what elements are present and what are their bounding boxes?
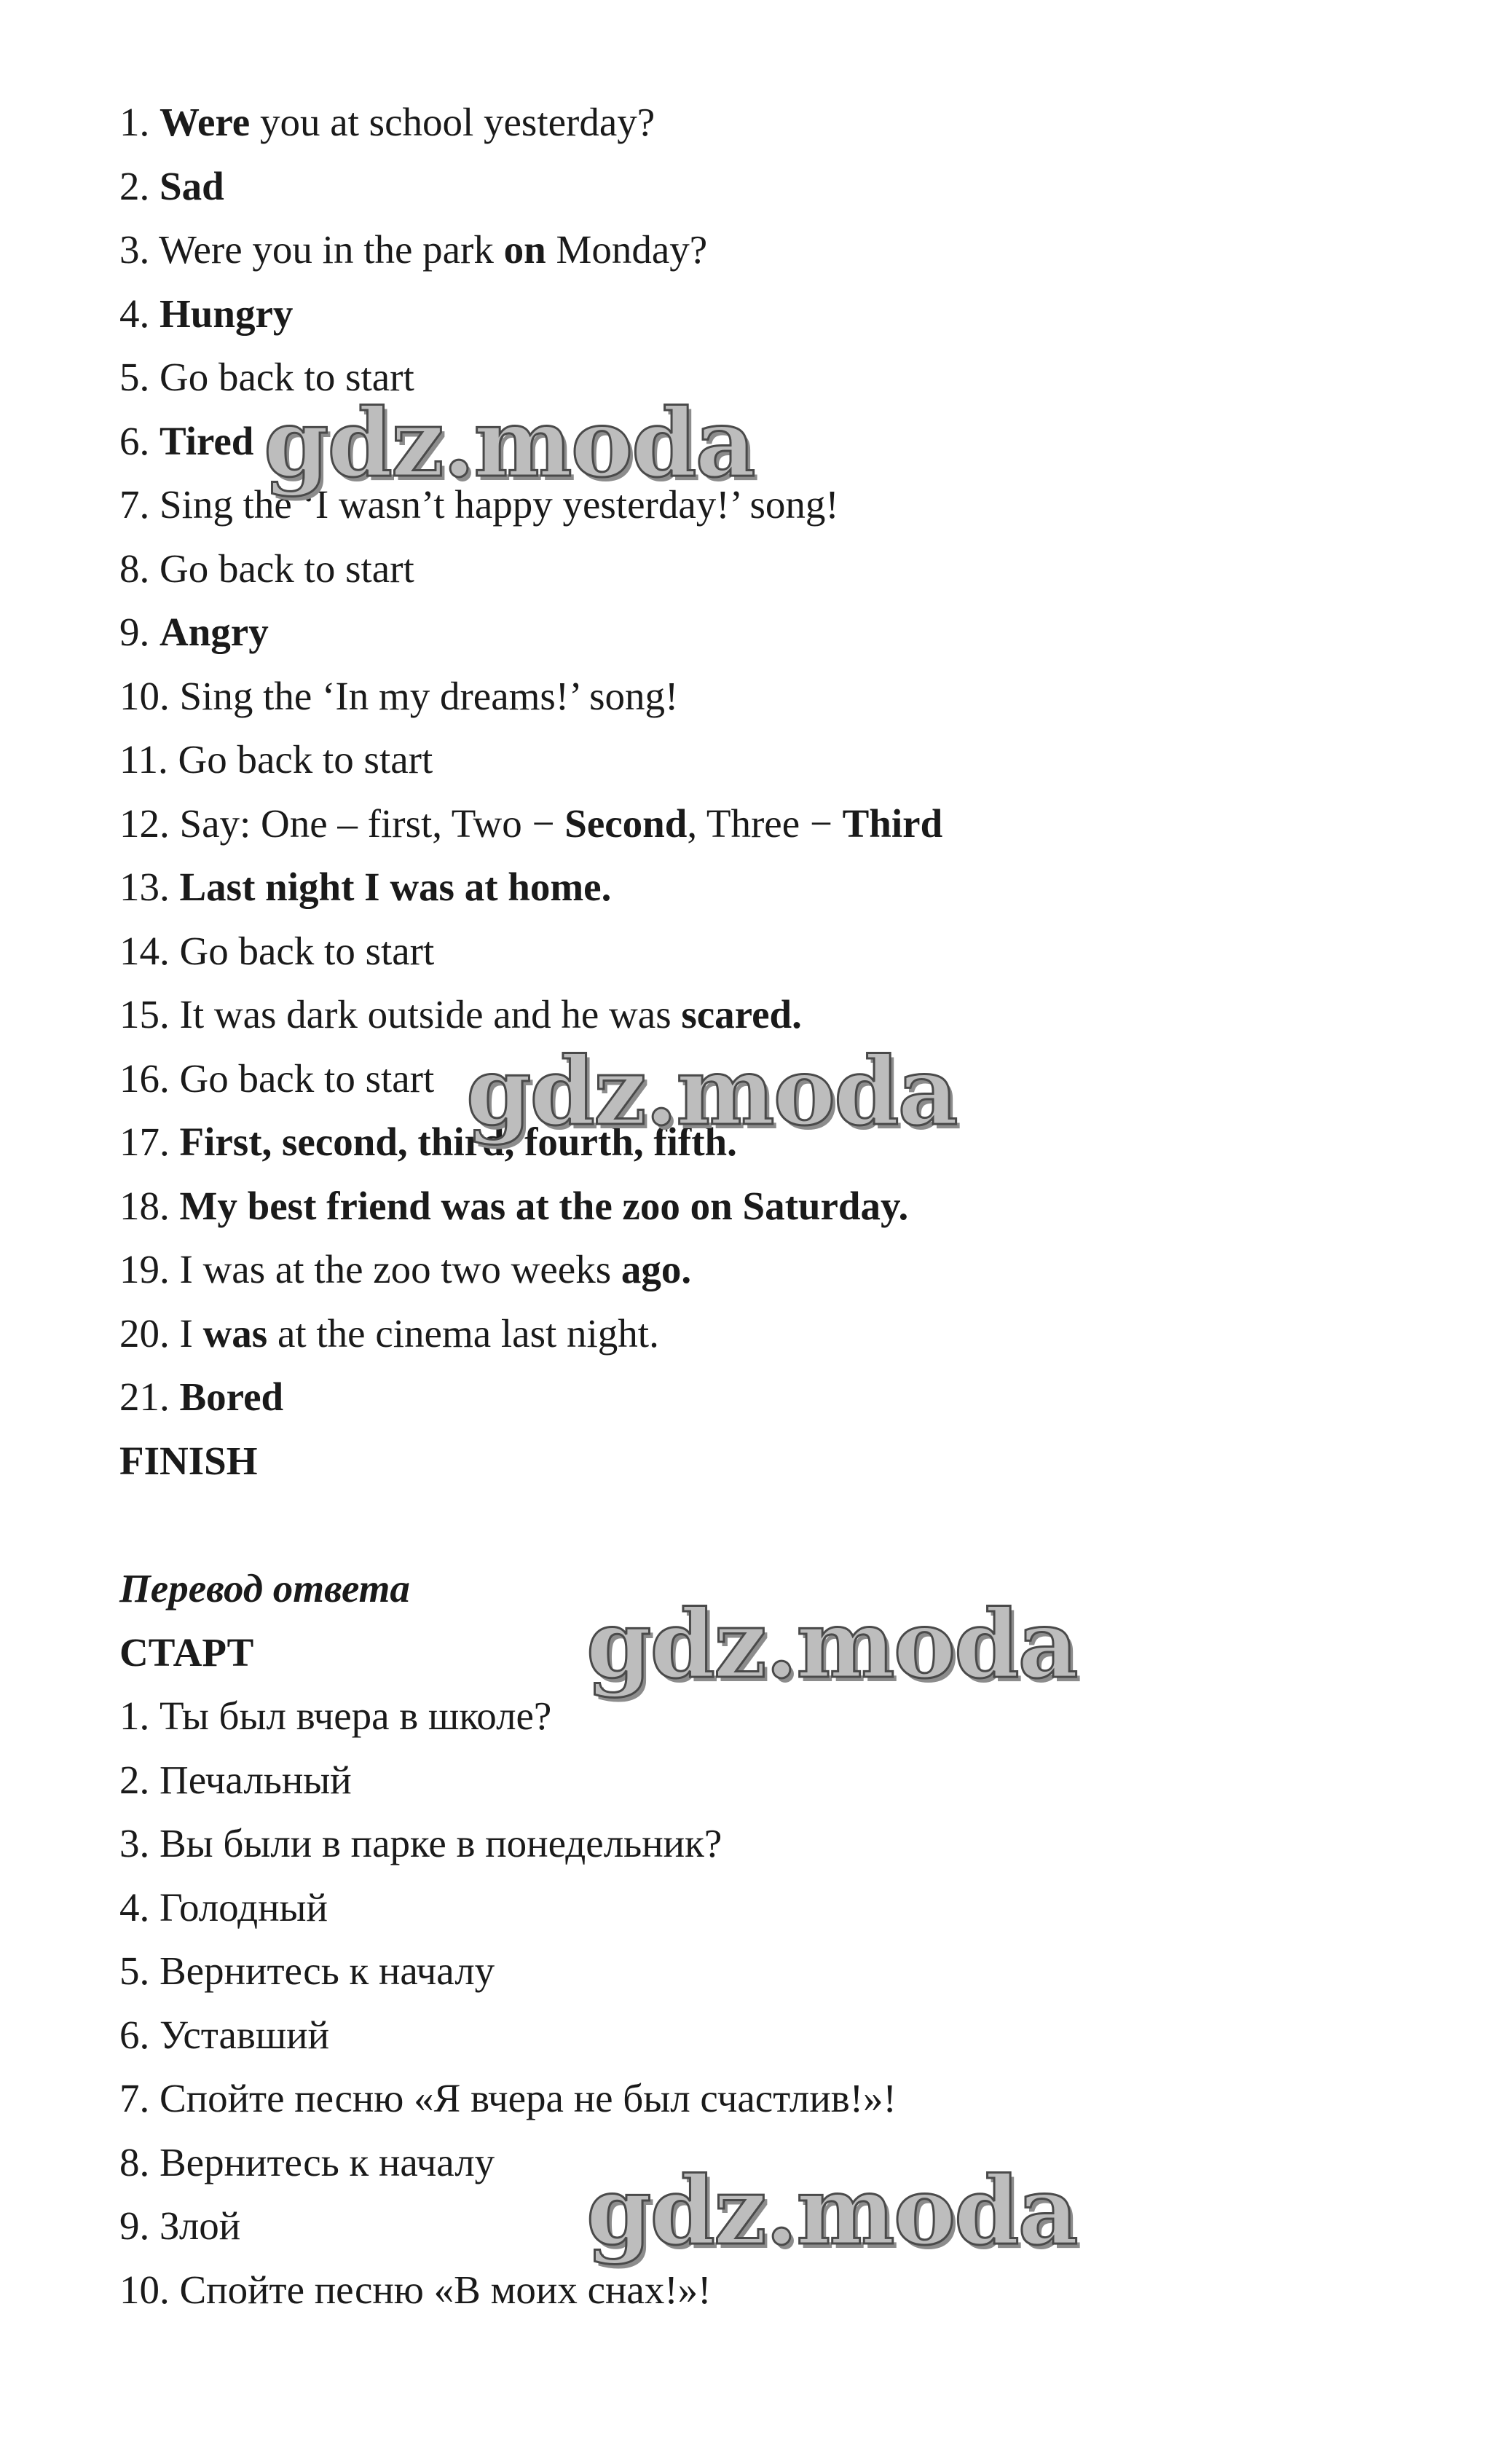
answer-bold-text: on bbox=[503, 227, 546, 272]
answer-item bbox=[119, 282, 1430, 346]
answer-text: Go back to start bbox=[179, 928, 435, 973]
answer-bold-text: ago. bbox=[621, 1247, 692, 1291]
item-number: 10. bbox=[119, 673, 180, 718]
answer-item bbox=[119, 154, 1430, 219]
answer-text: Go back to start bbox=[160, 546, 414, 591]
answer-item bbox=[119, 664, 1430, 728]
item-number: 14. bbox=[119, 928, 180, 973]
answer-text: Sing the ‘In my dreams!’ song! bbox=[179, 673, 679, 718]
answer-item bbox=[119, 600, 1430, 664]
section-gap bbox=[119, 1492, 1430, 1557]
watermark-logo: gdz.moda bbox=[586, 2157, 1077, 2266]
answer-bold-text: Angry bbox=[160, 610, 269, 654]
answer-item bbox=[119, 1238, 1430, 1302]
item-number: 13. bbox=[119, 865, 180, 909]
answer-text: I was at the zoo two weeks bbox=[179, 1247, 621, 1291]
answer-bold-text: Second bbox=[564, 801, 688, 846]
answer-text: Go back to start bbox=[179, 1055, 435, 1101]
item-number: 19. bbox=[119, 1247, 180, 1291]
finish-label: FINISH bbox=[119, 1438, 258, 1483]
answer-bold-text: First, second, third, fourth, fifth. bbox=[179, 1120, 737, 1164]
translation-item: 2. Печальный bbox=[119, 1757, 352, 1802]
translation-item: 10. Спойте песню «В моих снах!»! bbox=[119, 2267, 712, 2312]
translation-item: 3. Вы были в парке в понедельник? bbox=[119, 1821, 722, 1865]
answer-item bbox=[119, 90, 1430, 154]
item-number: 16. bbox=[119, 1055, 180, 1101]
item-number: 20. bbox=[119, 1310, 180, 1356]
translation-item: 1. Ты был вчера в школе? bbox=[119, 1694, 552, 1738]
answer-text: It was dark outside and he was bbox=[179, 992, 682, 1037]
answer-text: Were you in the park bbox=[159, 227, 504, 272]
item-number: 4. bbox=[119, 291, 160, 336]
answer-item bbox=[119, 218, 1430, 282]
answer-bold-text: Sad bbox=[160, 163, 224, 208]
item-number: 9. bbox=[119, 610, 160, 654]
answer-text: you at school yesterday? bbox=[250, 100, 655, 144]
answer-bold-text: Were bbox=[160, 100, 251, 144]
item-number: 5. bbox=[119, 355, 160, 399]
translation-item: 4. Голодный bbox=[119, 1884, 328, 1930]
answer-item bbox=[119, 1302, 1430, 1366]
item-number: 8. bbox=[119, 546, 160, 591]
watermark-logo: gdz.moda bbox=[586, 1590, 1077, 1699]
answer-text: , Three − bbox=[687, 801, 843, 846]
answer-text: I bbox=[179, 1310, 203, 1356]
answer-bold-text: Third bbox=[842, 801, 943, 846]
translation-item: 8. Вернитесь к началу bbox=[119, 2139, 495, 2184]
answer-item bbox=[119, 728, 1430, 792]
watermark-logo: gdz.moda bbox=[466, 1037, 957, 1147]
answer-text: Sing the ‘I wasn’t happy yesterday!’ song! bbox=[160, 482, 839, 527]
item-number: 3. bbox=[119, 227, 160, 272]
answer-item bbox=[119, 1174, 1430, 1238]
answer-bold-text: was bbox=[202, 1310, 268, 1356]
start-label: СТАРТ bbox=[119, 1629, 254, 1675]
answer-text: Go back to start bbox=[160, 355, 414, 399]
answer-text: at the cinema last night. bbox=[267, 1310, 659, 1356]
answer-item bbox=[119, 792, 1430, 856]
answer-bold-text: scared. bbox=[681, 992, 802, 1037]
translation-item: 9. Злой bbox=[119, 2203, 241, 2248]
english-answer-list bbox=[119, 90, 1430, 1429]
translation-item: 6. Уставший bbox=[119, 2012, 330, 2057]
answer-text: Say: One – first, Two − bbox=[179, 801, 565, 846]
item-number: 11. bbox=[119, 737, 178, 782]
item-number: 17. bbox=[119, 1120, 180, 1164]
item-number: 7. bbox=[119, 482, 160, 527]
answer-item bbox=[119, 855, 1430, 919]
answer-bold-text: Tired bbox=[160, 418, 254, 463]
item-number: 1. bbox=[119, 100, 160, 144]
answer-bold-text: Hungry bbox=[160, 291, 294, 336]
answer-bold-text: Bored bbox=[179, 1374, 284, 1419]
item-number: 6. bbox=[119, 418, 160, 463]
item-number: 18. bbox=[119, 1183, 180, 1228]
watermark-logo: gdz.moda bbox=[264, 389, 755, 498]
answer-text: Monday? bbox=[546, 227, 708, 272]
translation-heading: Перевод ответа bbox=[119, 1566, 410, 1610]
translation-item: 5. Вернитесь к началу bbox=[119, 1948, 495, 1993]
item-number: 21. bbox=[119, 1374, 180, 1419]
answer-bold-text: My best friend was at the zoo on Saturday. bbox=[179, 1183, 909, 1228]
answer-item bbox=[119, 1365, 1430, 1429]
answer-item bbox=[119, 537, 1430, 601]
answer-item bbox=[119, 919, 1430, 983]
item-number: 2. bbox=[119, 163, 160, 208]
item-number: 15. bbox=[119, 992, 180, 1037]
translation-item: 7. Спойте песню «Я вчера не был счастлив!»! bbox=[119, 2076, 897, 2120]
item-number: 12. bbox=[119, 801, 180, 846]
answer-bold-text: Last night I was at home. bbox=[179, 865, 612, 909]
answer-text: Go back to start bbox=[178, 737, 433, 782]
